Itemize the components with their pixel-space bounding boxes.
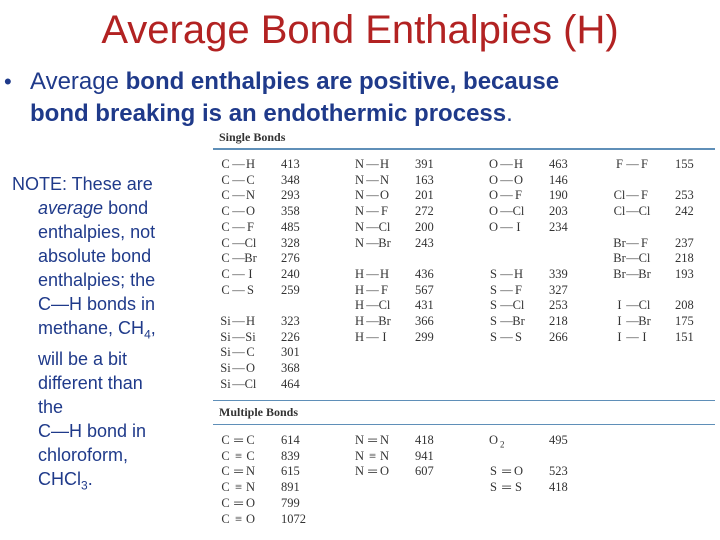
bond-label (219, 266, 257, 282)
atom-a: C (221, 511, 230, 526)
atom-b: Br (638, 266, 651, 281)
atom-b: O (245, 204, 256, 219)
bond-label (487, 313, 525, 329)
bond-label (613, 156, 651, 172)
bond-enthalpy-value: 485 (281, 219, 300, 234)
multiple-bonds-header: Multiple Bonds (219, 405, 299, 419)
bond-enthalpy-value: 200 (415, 219, 434, 234)
bond-enthalpy-value: 151 (675, 329, 694, 344)
atom-a: C (221, 495, 230, 510)
atom-a: I (617, 329, 622, 344)
atom-a: O (488, 157, 499, 171)
atom-b: H (379, 266, 390, 281)
bond-enthalpy-value: 175 (675, 314, 694, 328)
bond-symbol: — (232, 266, 244, 281)
atom-a: C (221, 157, 230, 171)
bond-symbol: — (626, 188, 638, 203)
atom-a: I (617, 298, 622, 313)
slide-title: Average Bond Enthalpies (H) (101, 8, 619, 52)
bond-label (353, 203, 391, 219)
bond-enthalpy-value: 218 (675, 251, 694, 266)
bond-enthalpy-value: 941 (415, 448, 434, 463)
table-rule (213, 400, 715, 401)
bond-label (219, 448, 257, 464)
atom-b: O (379, 188, 390, 203)
bond-symbol: ≡ (234, 511, 242, 526)
atom-a: N (354, 204, 365, 219)
atom-b: F (247, 219, 254, 234)
bond-symbol: — (366, 329, 378, 344)
bullet-dot-icon: • (4, 69, 12, 94)
atom-a: Br (613, 251, 626, 266)
atom-a: H (354, 329, 365, 344)
atom-a: S (490, 329, 497, 344)
bond-symbol: — (366, 298, 378, 313)
bond-symbol: — (500, 314, 512, 328)
bond-symbol: — (232, 157, 244, 171)
atom-b: S (515, 480, 522, 495)
atom-a: N (354, 219, 365, 234)
atom-a: I (617, 314, 622, 328)
atom-a: C (221, 480, 230, 495)
bond-symbol: — (500, 188, 512, 203)
atom-b: Cl (378, 219, 391, 234)
bond-symbol: — (500, 329, 512, 344)
bond-enthalpy-value: 201 (415, 188, 434, 203)
bond-enthalpy-table (213, 128, 718, 532)
atom-b: Br (378, 314, 391, 328)
bond-symbol: — (366, 314, 378, 328)
bond-symbol: — (500, 204, 512, 219)
atom-a: C (221, 188, 230, 203)
atom-a: S (490, 314, 497, 328)
bond-symbol: — (366, 219, 378, 234)
bond-enthalpy-value: 242 (675, 204, 694, 219)
bond-label (219, 219, 257, 235)
bond-label (219, 432, 257, 448)
atom-b: C (246, 448, 255, 463)
bond-label (353, 187, 391, 203)
bond-enthalpy-value: 259 (281, 282, 300, 297)
bond-enthalpy-value: 276 (281, 251, 300, 266)
bond-symbol: — (232, 188, 244, 203)
atom-a: C (221, 219, 230, 234)
atom-a: S (490, 298, 497, 313)
bond-symbol: ═ (234, 464, 242, 479)
atom-b: I (642, 329, 647, 344)
bond-label (487, 282, 525, 298)
atom-a: C (221, 172, 230, 187)
atom-b: H (513, 157, 524, 171)
atom-b: Br (638, 314, 651, 328)
bond-enthalpy-value: 615 (281, 464, 300, 479)
atom-b: N (379, 172, 390, 187)
bond-enthalpy-value: 226 (281, 329, 300, 344)
bond-label (219, 495, 257, 511)
atom-b: Br (512, 314, 525, 328)
atom-a: C (221, 235, 230, 250)
bond-label (487, 297, 525, 313)
atom-b: H (513, 266, 524, 281)
bond-enthalpy-value: 155 (675, 157, 694, 171)
atom-a: N (354, 157, 365, 171)
bond-label (219, 479, 257, 495)
atom-b: H (245, 314, 256, 328)
bond-enthalpy-value: 240 (281, 266, 300, 281)
bond-label (219, 172, 257, 188)
atom-a: S (490, 282, 497, 297)
bond-enthalpy-value: 607 (415, 464, 434, 479)
bond-label (487, 463, 525, 479)
bond-label (219, 376, 257, 392)
bond-symbol: — (626, 204, 638, 219)
atom-b: O (245, 361, 256, 376)
bond-label (487, 479, 525, 495)
single-bonds-header: Single Bonds (219, 130, 286, 144)
atom-a: Si (220, 314, 231, 328)
bond-label (219, 329, 257, 345)
bond-label (487, 172, 525, 188)
bond-symbol: — (232, 376, 244, 391)
bond-enthalpy-value: 413 (281, 157, 300, 171)
bond-label (353, 156, 391, 172)
bond-label (219, 511, 257, 527)
atom-a: Br (613, 266, 626, 281)
bond-symbol: — (626, 314, 638, 328)
atom-b: I (516, 219, 521, 234)
bullet-text: Average bond enthalpies are positive, because (30, 68, 560, 95)
bond-label (487, 432, 505, 448)
bond-enthalpy-value: 463 (549, 157, 568, 171)
bond-label (353, 235, 391, 251)
atom-subscript: 2 (500, 439, 505, 450)
atom-a: Br (613, 235, 626, 250)
bond-label (353, 172, 391, 188)
bond-symbol: — (626, 157, 638, 171)
bond-enthalpy-value: 293 (281, 188, 300, 203)
atom-b: C (246, 345, 255, 360)
bond-symbol: — (232, 251, 244, 266)
bond-enthalpy-value: 391 (415, 157, 434, 171)
bond-label (219, 203, 257, 219)
atom-b: N (379, 448, 390, 463)
bond-label (353, 463, 391, 479)
bond-symbol: — (500, 172, 512, 187)
note-text: NOTE: These are average bond enthalpies, not absolute bond enthalpies; the C—H bonds in methane, $CH_4$, will be a bit different than the C—H bond in chloroform, CHCl$_3$. (12, 174, 156, 493)
atom-b: Si (245, 329, 256, 344)
atom-a: S (490, 464, 497, 479)
atom-b: N (245, 480, 256, 495)
atom-a: Cl (613, 204, 626, 219)
bond-symbol: — (232, 361, 244, 376)
bond-enthalpy-value: 495 (549, 433, 568, 447)
bond-enthalpy-value: 799 (281, 495, 300, 510)
bond-label (353, 266, 391, 282)
bond-enthalpy-value: 567 (415, 282, 434, 297)
bond-symbol: — (500, 157, 512, 171)
atom-b: Br (378, 235, 391, 250)
atom-a: Si (220, 361, 231, 376)
bond-symbol: — (626, 235, 638, 250)
bond-label (219, 282, 257, 298)
atom-b: Cl (638, 251, 651, 266)
atom-a: N (354, 188, 365, 203)
atom-b: F (381, 204, 388, 219)
bond-label (353, 432, 391, 448)
table-rule (213, 148, 715, 150)
atom-b: F (515, 282, 522, 297)
atom-b: O (513, 464, 524, 479)
bond-enthalpy-value: 253 (675, 188, 694, 203)
atom-b: Cl (244, 235, 257, 250)
bond-symbol: ≡ (368, 448, 376, 463)
atom-b: C (246, 433, 255, 447)
atom-b: O (245, 495, 256, 510)
bond-label (487, 266, 525, 282)
bond-enthalpy-value: 272 (415, 204, 434, 219)
bond-enthalpy-value: 358 (281, 204, 300, 219)
atom-a: Si (220, 376, 231, 391)
bond-label (487, 156, 525, 172)
bond-symbol: — (366, 172, 378, 187)
atom-b: S (515, 329, 522, 344)
atom-b: H (379, 157, 390, 171)
atom-b: F (515, 188, 522, 203)
atom-a: N (354, 448, 365, 463)
atom-b: Cl (244, 376, 257, 391)
bond-symbol: — (500, 298, 512, 313)
bond-symbol: — (232, 282, 244, 297)
bond-enthalpy-value: 523 (549, 464, 568, 479)
bond-symbol: — (366, 204, 378, 219)
atom-b: F (641, 188, 648, 203)
bond-enthalpy-value: 366 (415, 314, 434, 328)
atom-a: F (616, 157, 623, 171)
bond-label (613, 313, 651, 329)
bond-symbol: — (500, 282, 512, 297)
atom-a: Si (220, 345, 231, 360)
atom-a: C (221, 282, 230, 297)
bond-enthalpy-value: 431 (415, 298, 434, 313)
atom-a: O (488, 433, 499, 447)
bond-label (353, 219, 391, 235)
atom-b: F (641, 235, 648, 250)
bond-label (353, 329, 391, 345)
atom-a: H (354, 298, 365, 313)
bond-label (353, 282, 391, 298)
bond-symbol: — (232, 345, 244, 360)
bond-enthalpy-value: 891 (281, 480, 300, 495)
bond-enthalpy-value: 208 (675, 298, 694, 313)
bond-enthalpy-value: 348 (281, 172, 300, 187)
bond-enthalpy-value: 218 (549, 314, 568, 328)
atom-b: Br (244, 251, 257, 266)
bond-label (487, 219, 525, 235)
bond-enthalpy-value: 614 (281, 433, 300, 447)
bond-label (487, 187, 525, 203)
bond-label (219, 463, 257, 479)
atom-b: H (245, 157, 256, 171)
bond-symbol: — (366, 157, 378, 171)
bond-label (487, 203, 525, 219)
bullet-text-line2: bond breaking is an endothermic process. (30, 100, 513, 127)
bond-enthalpy-value: 190 (549, 188, 568, 203)
atom-a: N (354, 433, 365, 447)
bond-label (219, 250, 257, 266)
atom-a: N (354, 172, 365, 187)
bond-label (613, 297, 651, 313)
bond-symbol: — (232, 219, 244, 234)
bond-symbol: — (626, 266, 638, 281)
bond-symbol: — (232, 329, 244, 344)
bond-label (613, 187, 651, 203)
atom-a: O (488, 219, 499, 234)
bond-enthalpy-value: 253 (549, 298, 568, 313)
bond-enthalpy-value: 299 (415, 329, 434, 344)
bullet-point (4, 66, 704, 130)
atom-b: N (245, 464, 256, 479)
bond-enthalpy-value: 839 (281, 448, 300, 463)
bond-symbol: ≡ (234, 448, 242, 463)
bond-label (613, 250, 651, 266)
atom-b: N (379, 433, 390, 447)
bond-enthalpy-value: 243 (415, 235, 434, 250)
atom-b: F (381, 282, 388, 297)
bond-enthalpy-value: 418 (415, 433, 434, 447)
atom-b: Cl (378, 298, 391, 313)
atom-a: O (488, 204, 499, 219)
atom-a: C (221, 433, 230, 447)
bond-label (613, 329, 651, 345)
bond-symbol: — (626, 298, 638, 313)
bond-enthalpy-value: 1072 (281, 511, 306, 526)
bond-enthalpy-value: 339 (549, 266, 568, 281)
atom-a: O (488, 188, 499, 203)
bond-label (613, 266, 651, 282)
bond-symbol: ═ (234, 495, 242, 510)
bond-enthalpy-value: 163 (415, 172, 434, 187)
bond-symbol: ═ (368, 464, 376, 479)
bond-symbol: — (232, 235, 244, 250)
bond-label (219, 156, 257, 172)
bond-label (613, 203, 651, 219)
atom-a: Cl (613, 188, 626, 203)
bond-symbol: ≡ (234, 480, 242, 495)
bond-symbol: ═ (502, 480, 510, 495)
atom-b: F (641, 157, 648, 171)
atom-b: O (245, 511, 256, 526)
bond-enthalpy-value: 203 (549, 204, 568, 219)
atom-a: S (490, 266, 497, 281)
bond-symbol: — (366, 235, 378, 250)
bond-label (353, 313, 391, 329)
atom-b: Cl (638, 204, 651, 219)
bond-label (219, 187, 257, 203)
atom-a: H (354, 314, 365, 328)
bond-symbol: — (366, 282, 378, 297)
bond-enthalpy-value: 193 (675, 266, 694, 281)
bond-symbol: ═ (502, 464, 510, 479)
bond-enthalpy-value: 327 (549, 282, 568, 297)
bond-enthalpy-value: 237 (675, 235, 694, 250)
atom-b: O (513, 172, 524, 187)
bond-label (219, 313, 257, 329)
atom-a: N (354, 464, 365, 479)
bond-symbol: — (366, 188, 378, 203)
bond-symbol: — (366, 266, 378, 281)
atom-b: I (382, 329, 387, 344)
atom-a: C (221, 464, 230, 479)
atom-a: C (221, 204, 230, 219)
atom-b: C (246, 172, 255, 187)
atom-a: Si (220, 329, 231, 344)
bond-enthalpy-value: 464 (281, 376, 300, 391)
atom-a: S (490, 480, 497, 495)
bond-enthalpy-value: 368 (281, 361, 300, 376)
bond-enthalpy-value: 436 (415, 266, 434, 281)
bond-symbol: — (626, 251, 638, 266)
bond-label (613, 235, 651, 251)
atom-a: C (221, 266, 230, 281)
bond-enthalpy-value: 146 (549, 172, 568, 187)
bond-enthalpy-value: 266 (549, 329, 568, 344)
atom-b: N (245, 188, 256, 203)
bond-symbol: — (232, 172, 244, 187)
bond-symbol: ═ (368, 433, 376, 447)
atom-a: H (354, 282, 365, 297)
atom-b: S (247, 282, 254, 297)
bond-symbol: — (500, 266, 512, 281)
atom-b: Cl (512, 298, 525, 313)
bond-label (219, 344, 257, 360)
bond-label (487, 329, 525, 345)
bond-enthalpy-value: 323 (281, 314, 300, 328)
atom-b: Cl (512, 204, 525, 219)
bond-enthalpy-value: 234 (549, 219, 568, 234)
atom-b: O (379, 464, 390, 479)
atom-a: C (221, 251, 230, 266)
atom-a: H (354, 266, 365, 281)
bond-enthalpy-value: 418 (549, 480, 568, 495)
atom-b: I (248, 266, 253, 281)
bond-enthalpy-value: 328 (281, 235, 300, 250)
bond-label (219, 235, 257, 251)
bond-symbol: — (500, 219, 512, 234)
bond-label (353, 448, 391, 464)
atom-b: Cl (638, 298, 651, 313)
table-rule (213, 424, 715, 425)
bond-symbol: — (626, 329, 638, 344)
atom-a: O (488, 172, 499, 187)
bond-symbol: ═ (234, 433, 242, 447)
atom-a: C (221, 448, 230, 463)
atom-a: N (354, 235, 365, 250)
bond-symbol: — (232, 314, 244, 328)
bond-label (219, 360, 257, 376)
bond-label (353, 297, 391, 313)
bond-enthalpy-value: 301 (281, 345, 300, 360)
bond-symbol: — (232, 204, 244, 219)
